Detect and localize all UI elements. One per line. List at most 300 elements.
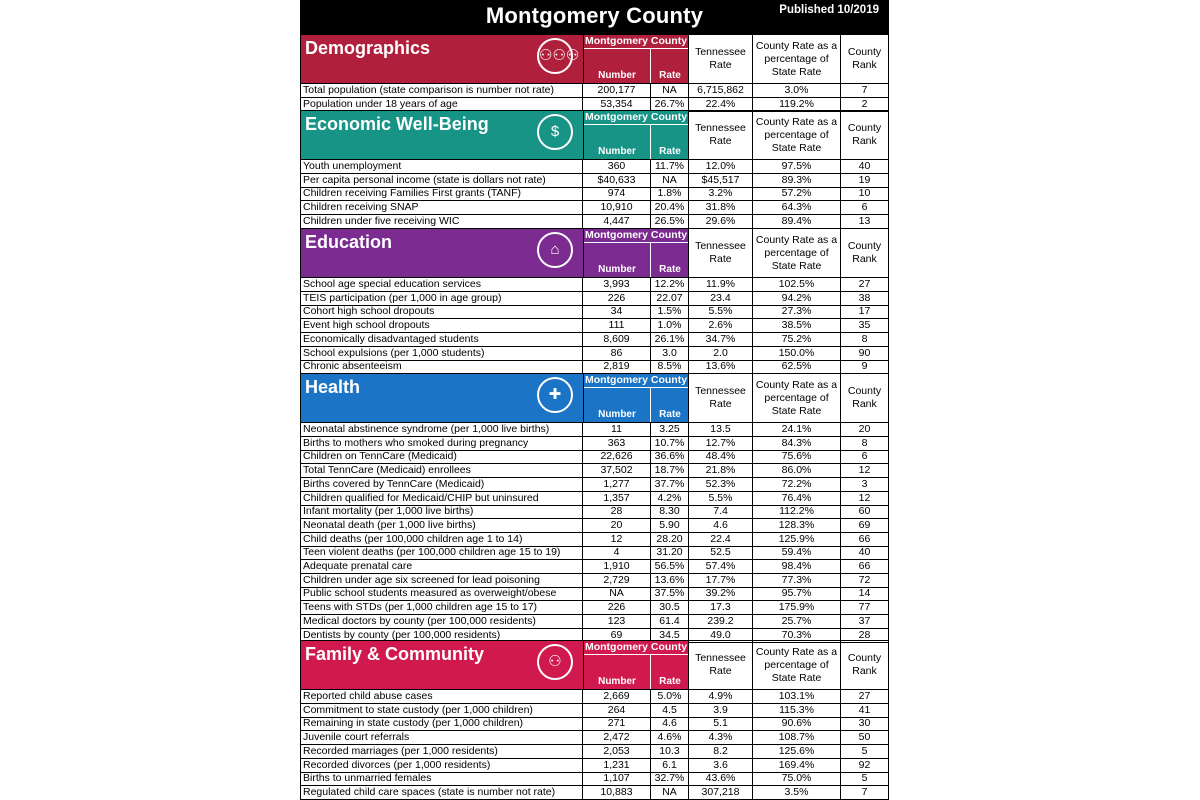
county-number: 34	[583, 305, 651, 319]
percent-of-state: 62.5%	[753, 360, 841, 374]
indicator-label: Medical doctors by county (per 100,000 residents)	[300, 615, 583, 629]
number-header: Number	[584, 125, 651, 159]
percent-of-state: 94.2%	[753, 292, 841, 306]
percent-of-state: 150.0%	[753, 347, 841, 361]
section-header	[300, 373, 583, 423]
table-row	[300, 215, 889, 229]
tennessee-rate: $45,517	[689, 174, 753, 188]
county-rate: 36.6%	[651, 450, 689, 464]
county-header	[583, 228, 689, 278]
indicator-label: Children on TennCare (Medicaid)	[300, 450, 583, 464]
county-number: 363	[583, 437, 651, 451]
table-row	[300, 464, 889, 478]
percent-of-state: 175.9%	[753, 601, 841, 615]
table-row	[300, 560, 889, 574]
percent-of-state: 24.1%	[753, 423, 841, 437]
percent-of-state: 90.6%	[753, 717, 841, 731]
county-number: 360	[583, 160, 651, 174]
indicator-label: Economically disadvantaged students	[300, 333, 583, 347]
rate-header: Rate	[659, 409, 681, 420]
table-row	[300, 201, 889, 215]
tennessee-rate: 34.7%	[689, 333, 753, 347]
county-rank: 8	[841, 437, 889, 451]
county-rate: 4.5	[651, 704, 689, 718]
percent-of-state-header-text: County Rate as a percentage of State Rate	[755, 645, 838, 684]
county-rank-header-text: County Rank	[847, 46, 882, 71]
tennessee-rate-header	[689, 640, 753, 690]
tennessee-rate: 3.2%	[689, 187, 753, 201]
percent-of-state: 86.0%	[753, 464, 841, 478]
county-rank: 6	[841, 201, 889, 215]
tennessee-rate: 7.4	[689, 505, 753, 519]
county-number: 2,819	[583, 360, 651, 374]
rate-header: Rate	[659, 146, 681, 157]
percent-of-state: 89.3%	[753, 174, 841, 188]
percent-of-state-header-text: County Rate as a percentage of State Rate	[755, 378, 838, 417]
percent-of-state: 27.3%	[753, 305, 841, 319]
tennessee-rate-header	[689, 34, 753, 84]
county-rank-header	[841, 640, 889, 690]
tennessee-rate: 21.8%	[689, 464, 753, 478]
tennessee-rate: 5.5%	[689, 305, 753, 319]
county-number: 86	[583, 347, 651, 361]
county-rank-header	[841, 373, 889, 423]
county-number: 200,177	[583, 84, 651, 98]
county-rate: 10.7%	[651, 437, 689, 451]
county-header	[583, 373, 689, 423]
medical-cross-icon: ✚	[537, 377, 573, 413]
county-rank: 10	[841, 187, 889, 201]
tennessee-rate: 8.2	[689, 745, 753, 759]
percent-of-state: 59.4%	[753, 546, 841, 560]
county-rank: 13	[841, 215, 889, 229]
county-rate: 8.5%	[651, 360, 689, 374]
section-title: Family & Community	[305, 644, 485, 664]
county-rank: 9	[841, 360, 889, 374]
indicator-label: Event high school dropouts	[300, 319, 583, 333]
percent-of-state: 70.3%	[753, 629, 841, 643]
county-name: Montgomery County	[584, 35, 688, 47]
table-row	[300, 450, 889, 464]
tennessee-rate: 29.6%	[689, 215, 753, 229]
county-rank: 27	[841, 278, 889, 292]
percent-of-state: 3.0%	[753, 84, 841, 98]
percent-of-state-header	[753, 640, 841, 690]
section-title: Demographics	[305, 38, 431, 58]
tennessee-rate: 13.6%	[689, 360, 753, 374]
table-row	[300, 731, 889, 745]
percent-of-state: 75.0%	[753, 772, 841, 786]
tennessee-rate: 5.5%	[689, 492, 753, 506]
percent-of-state: 97.5%	[753, 160, 841, 174]
county-number: 69	[583, 629, 651, 643]
county-number: 2,729	[583, 574, 651, 588]
table-row	[300, 333, 889, 347]
county-number: 264	[583, 704, 651, 718]
section-title: Economic Well-Being	[305, 114, 489, 134]
county-rank: 77	[841, 601, 889, 615]
indicator-label: Infant mortality (per 1,000 live births)	[300, 505, 583, 519]
county-rate: 5.0%	[651, 690, 689, 704]
tennessee-rate: 49.0	[689, 629, 753, 643]
percent-of-state: 112.2%	[753, 505, 841, 519]
county-header	[583, 110, 689, 160]
tennessee-rate: 13.5	[689, 423, 753, 437]
indicator-label: Regulated child care spaces (state is number not rate)	[300, 786, 583, 800]
county-rank: 38	[841, 292, 889, 306]
county-number: 10,910	[583, 201, 651, 215]
county-rate: 18.7%	[651, 464, 689, 478]
county-rank: 7	[841, 786, 889, 800]
tennessee-rate-header	[689, 373, 753, 423]
county-number: 271	[583, 717, 651, 731]
county-rank: 90	[841, 347, 889, 361]
county-rank: 3	[841, 478, 889, 492]
county-rank: 8	[841, 333, 889, 347]
county-rate: NA	[651, 174, 689, 188]
indicator-label: Children receiving Families First grants (TANF)	[300, 187, 583, 201]
table-row	[300, 745, 889, 759]
county-rank: 66	[841, 560, 889, 574]
indicator-label: Teens with STDs (per 1,000 children age 15 to 17)	[300, 601, 583, 615]
tennessee-rate: 22.4	[689, 533, 753, 547]
indicator-label: Per capita personal income (state is dollars not rate)	[300, 174, 583, 188]
tennessee-rate-header-text: Tennessee Rate	[695, 240, 746, 265]
county-rank: 27	[841, 690, 889, 704]
tennessee-rate: 3.6	[689, 759, 753, 773]
county-number: $40,633	[583, 174, 651, 188]
indicator-label: Births to unmarried females	[300, 772, 583, 786]
county-rate: 12.2%	[651, 278, 689, 292]
tennessee-rate: 2.6%	[689, 319, 753, 333]
tennessee-rate: 6,715,862	[689, 84, 753, 98]
tennessee-rate: 12.7%	[689, 437, 753, 451]
table-row	[300, 533, 889, 547]
county-number: 53,354	[583, 98, 651, 112]
indicator-label: Children qualified for Medicaid/CHIP but uninsured	[300, 492, 583, 506]
tennessee-rate: 307,218	[689, 786, 753, 800]
indicator-label: Children under five receiving WIC	[300, 215, 583, 229]
rate-header: Rate	[659, 70, 681, 81]
section-header	[300, 34, 583, 84]
percent-of-state: 125.6%	[753, 745, 841, 759]
county-rate: 61.4	[651, 615, 689, 629]
county-number: 1,357	[583, 492, 651, 506]
tennessee-rate: 11.9%	[689, 278, 753, 292]
table-row	[300, 437, 889, 451]
indicator-label: Cohort high school dropouts	[300, 305, 583, 319]
county-rank: 60	[841, 505, 889, 519]
county-rank: 72	[841, 574, 889, 588]
county-rank: 37	[841, 615, 889, 629]
indicator-label: Recorded divorces (per 1,000 residents)	[300, 759, 583, 773]
county-rank: 12	[841, 492, 889, 506]
tennessee-rate: 52.3%	[689, 478, 753, 492]
county-rank-header	[841, 34, 889, 84]
table-row	[300, 601, 889, 615]
tennessee-rate: 2.0	[689, 347, 753, 361]
percent-of-state-header	[753, 34, 841, 84]
county-number: 1,231	[583, 759, 651, 773]
percent-of-state: 103.1%	[753, 690, 841, 704]
percent-of-state: 77.3%	[753, 574, 841, 588]
percent-of-state: 98.4%	[753, 560, 841, 574]
percent-of-state: 75.6%	[753, 450, 841, 464]
number-header: Number	[584, 388, 651, 422]
county-rank-header	[841, 228, 889, 278]
percent-of-state: 95.7%	[753, 587, 841, 601]
county-number: 226	[583, 292, 651, 306]
tennessee-rate: 39.2%	[689, 587, 753, 601]
county-rank: 50	[841, 731, 889, 745]
indicator-label: Neonatal death (per 1,000 live births)	[300, 519, 583, 533]
county-rate: 37.5%	[651, 587, 689, 601]
county-number: 2,669	[583, 690, 651, 704]
table-row	[300, 174, 889, 188]
county-rate: NA	[651, 84, 689, 98]
county-rank: 2	[841, 98, 889, 112]
county-rate: 34.5	[651, 629, 689, 643]
indicator-label: Adequate prenatal care	[300, 560, 583, 574]
tennessee-rate-header	[689, 228, 753, 278]
county-rate: 31.20	[651, 546, 689, 560]
percent-of-state: 75.2%	[753, 333, 841, 347]
county-rank: 12	[841, 464, 889, 478]
indicator-label: Children under age six screened for lead poisoning	[300, 574, 583, 588]
tennessee-rate: 57.4%	[689, 560, 753, 574]
percent-of-state: 115.3%	[753, 704, 841, 718]
table-row	[300, 478, 889, 492]
tennessee-rate-header-text: Tennessee Rate	[695, 652, 746, 677]
county-rank: 20	[841, 423, 889, 437]
county-rank: 7	[841, 84, 889, 98]
county-number: 226	[583, 601, 651, 615]
percent-of-state-header	[753, 110, 841, 160]
people-icon: ⚇⚇⚇	[537, 38, 573, 74]
number-header: Number	[584, 49, 651, 83]
percent-of-state: 76.4%	[753, 492, 841, 506]
county-number: 2,053	[583, 745, 651, 759]
number-header: Number	[584, 655, 651, 689]
county-rank: 69	[841, 519, 889, 533]
table-row	[300, 546, 889, 560]
county-name: Montgomery County	[584, 111, 688, 123]
county-header	[583, 34, 689, 84]
table-row	[300, 292, 889, 306]
tennessee-rate: 23.4	[689, 292, 753, 306]
county-rate: 10.3	[651, 745, 689, 759]
county-rank-header-text: County Rank	[847, 122, 882, 147]
table-row	[300, 717, 889, 731]
county-number: 11	[583, 423, 651, 437]
table-row	[300, 319, 889, 333]
percent-of-state: 64.3%	[753, 201, 841, 215]
county-number: 1,277	[583, 478, 651, 492]
county-name: Montgomery County	[584, 374, 688, 386]
county-name: Montgomery County	[584, 229, 688, 241]
indicator-label: Chronic absenteeism	[300, 360, 583, 374]
county-rank: 40	[841, 546, 889, 560]
table-row	[300, 587, 889, 601]
county-rate: 30.5	[651, 601, 689, 615]
county-rate: 1.0%	[651, 319, 689, 333]
county-name: Montgomery County	[584, 641, 688, 653]
table-row	[300, 772, 889, 786]
county-rate: 32.7%	[651, 772, 689, 786]
county-number: 4	[583, 546, 651, 560]
section-title: Health	[305, 377, 361, 397]
table-row	[300, 492, 889, 506]
county-rank: 5	[841, 772, 889, 786]
table-row	[300, 759, 889, 773]
table-row	[300, 305, 889, 319]
indicator-label: Child deaths (per 100,000 children age 1 to 14)	[300, 533, 583, 547]
county-number: 12	[583, 533, 651, 547]
county-rank: 41	[841, 704, 889, 718]
table-row	[300, 160, 889, 174]
county-rank: 17	[841, 305, 889, 319]
table-row	[300, 278, 889, 292]
county-rate: 4.6%	[651, 731, 689, 745]
indicator-label: Births covered by TennCare (Medicaid)	[300, 478, 583, 492]
percent-of-state: 38.5%	[753, 319, 841, 333]
county-rate: 26.7%	[651, 98, 689, 112]
county-rate: 20.4%	[651, 201, 689, 215]
fact-sheet	[300, 0, 889, 800]
tennessee-rate: 4.3%	[689, 731, 753, 745]
tennessee-rate: 48.4%	[689, 450, 753, 464]
county-rate: 5.90	[651, 519, 689, 533]
county-rate: 1.5%	[651, 305, 689, 319]
county-number: 123	[583, 615, 651, 629]
page-title: Montgomery County	[485, 3, 704, 28]
tennessee-rate: 22.4%	[689, 98, 753, 112]
county-rate: 11.7%	[651, 160, 689, 174]
percent-of-state: 125.9%	[753, 533, 841, 547]
table-row	[300, 786, 889, 800]
tennessee-rate: 31.8%	[689, 201, 753, 215]
county-rank: 14	[841, 587, 889, 601]
county-rate: 1.8%	[651, 187, 689, 201]
tennessee-rate: 12.0%	[689, 160, 753, 174]
county-rank-header-text: County Rank	[847, 652, 882, 677]
percent-of-state: 72.2%	[753, 478, 841, 492]
percent-of-state: 84.3%	[753, 437, 841, 451]
county-header	[583, 640, 689, 690]
county-rate: NA	[651, 786, 689, 800]
graduation-cap-icon: ⌂	[537, 232, 573, 268]
data-table	[300, 0, 889, 800]
county-rate: 3.25	[651, 423, 689, 437]
percent-of-state: 25.7%	[753, 615, 841, 629]
county-rate: 26.5%	[651, 215, 689, 229]
tennessee-rate: 3.9	[689, 704, 753, 718]
indicator-label: Recorded marriages (per 1,000 residents)	[300, 745, 583, 759]
tennessee-rate: 17.7%	[689, 574, 753, 588]
county-number: 2,472	[583, 731, 651, 745]
county-rank: 66	[841, 533, 889, 547]
percent-of-state: 108.7%	[753, 731, 841, 745]
county-number: 111	[583, 319, 651, 333]
table-row	[300, 187, 889, 201]
county-rank: 30	[841, 717, 889, 731]
county-rate: 22.07	[651, 292, 689, 306]
county-rate: 26.1%	[651, 333, 689, 347]
tennessee-rate: 5.1	[689, 717, 753, 731]
percent-of-state: 119.2%	[753, 98, 841, 112]
tennessee-rate-header	[689, 110, 753, 160]
county-rate: 13.6%	[651, 574, 689, 588]
tennessee-rate-header-text: Tennessee Rate	[695, 46, 746, 71]
county-number: 4,447	[583, 215, 651, 229]
county-number: 974	[583, 187, 651, 201]
county-number: 1,107	[583, 772, 651, 786]
tennessee-rate: 4.6	[689, 519, 753, 533]
tennessee-rate: 52.5	[689, 546, 753, 560]
table-row	[300, 704, 889, 718]
county-rate: 4.2%	[651, 492, 689, 506]
percent-of-state: 102.5%	[753, 278, 841, 292]
county-rate: 8.30	[651, 505, 689, 519]
indicator-label: Youth unemployment	[300, 160, 583, 174]
tennessee-rate-header-text: Tennessee Rate	[695, 385, 746, 410]
tennessee-rate: 43.6%	[689, 772, 753, 786]
percent-of-state-header-text: County Rate as a percentage of State Rate	[755, 115, 838, 154]
percent-of-state-header-text: County Rate as a percentage of State Rate	[755, 39, 838, 78]
section-header	[300, 640, 583, 690]
percent-of-state-header	[753, 228, 841, 278]
county-number: 22,626	[583, 450, 651, 464]
county-number: 20	[583, 519, 651, 533]
table-row	[300, 84, 889, 98]
percent-of-state-header	[753, 373, 841, 423]
indicator-label: Neonatal abstinence syndrome (per 1,000 live births)	[300, 423, 583, 437]
indicator-label: School age special education services	[300, 278, 583, 292]
county-rate: 28.20	[651, 533, 689, 547]
county-number: 3,993	[583, 278, 651, 292]
county-number: NA	[583, 587, 651, 601]
number-header: Number	[584, 243, 651, 277]
county-rank: 19	[841, 174, 889, 188]
indicator-label: Juvenile court referrals	[300, 731, 583, 745]
tennessee-rate-header-text: Tennessee Rate	[695, 122, 746, 147]
percent-of-state: 169.4%	[753, 759, 841, 773]
county-number: 28	[583, 505, 651, 519]
table-row	[300, 505, 889, 519]
percent-of-state: 89.4%	[753, 215, 841, 229]
rate-header: Rate	[659, 264, 681, 275]
published-date: Published 10/2019	[779, 4, 879, 16]
indicator-label: School expulsions (per 1,000 students)	[300, 347, 583, 361]
section-header	[300, 110, 583, 160]
county-rank: 35	[841, 319, 889, 333]
county-rate: 6.1	[651, 759, 689, 773]
county-rate: 56.5%	[651, 560, 689, 574]
percent-of-state: 3.5%	[753, 786, 841, 800]
county-rank: 6	[841, 450, 889, 464]
indicator-label: Remaining in state custody (per 1,000 children)	[300, 717, 583, 731]
tennessee-rate: 4.9%	[689, 690, 753, 704]
indicator-label: TEIS participation (per 1,000 in age group)	[300, 292, 583, 306]
table-row	[300, 574, 889, 588]
indicator-label: Children receiving SNAP	[300, 201, 583, 215]
county-number: 1,910	[583, 560, 651, 574]
indicator-label: Reported child abuse cases	[300, 690, 583, 704]
indicator-label: Total TennCare (Medicaid) enrollees	[300, 464, 583, 478]
tennessee-rate: 17.3	[689, 601, 753, 615]
county-rank-header	[841, 110, 889, 160]
county-rank: 5	[841, 745, 889, 759]
